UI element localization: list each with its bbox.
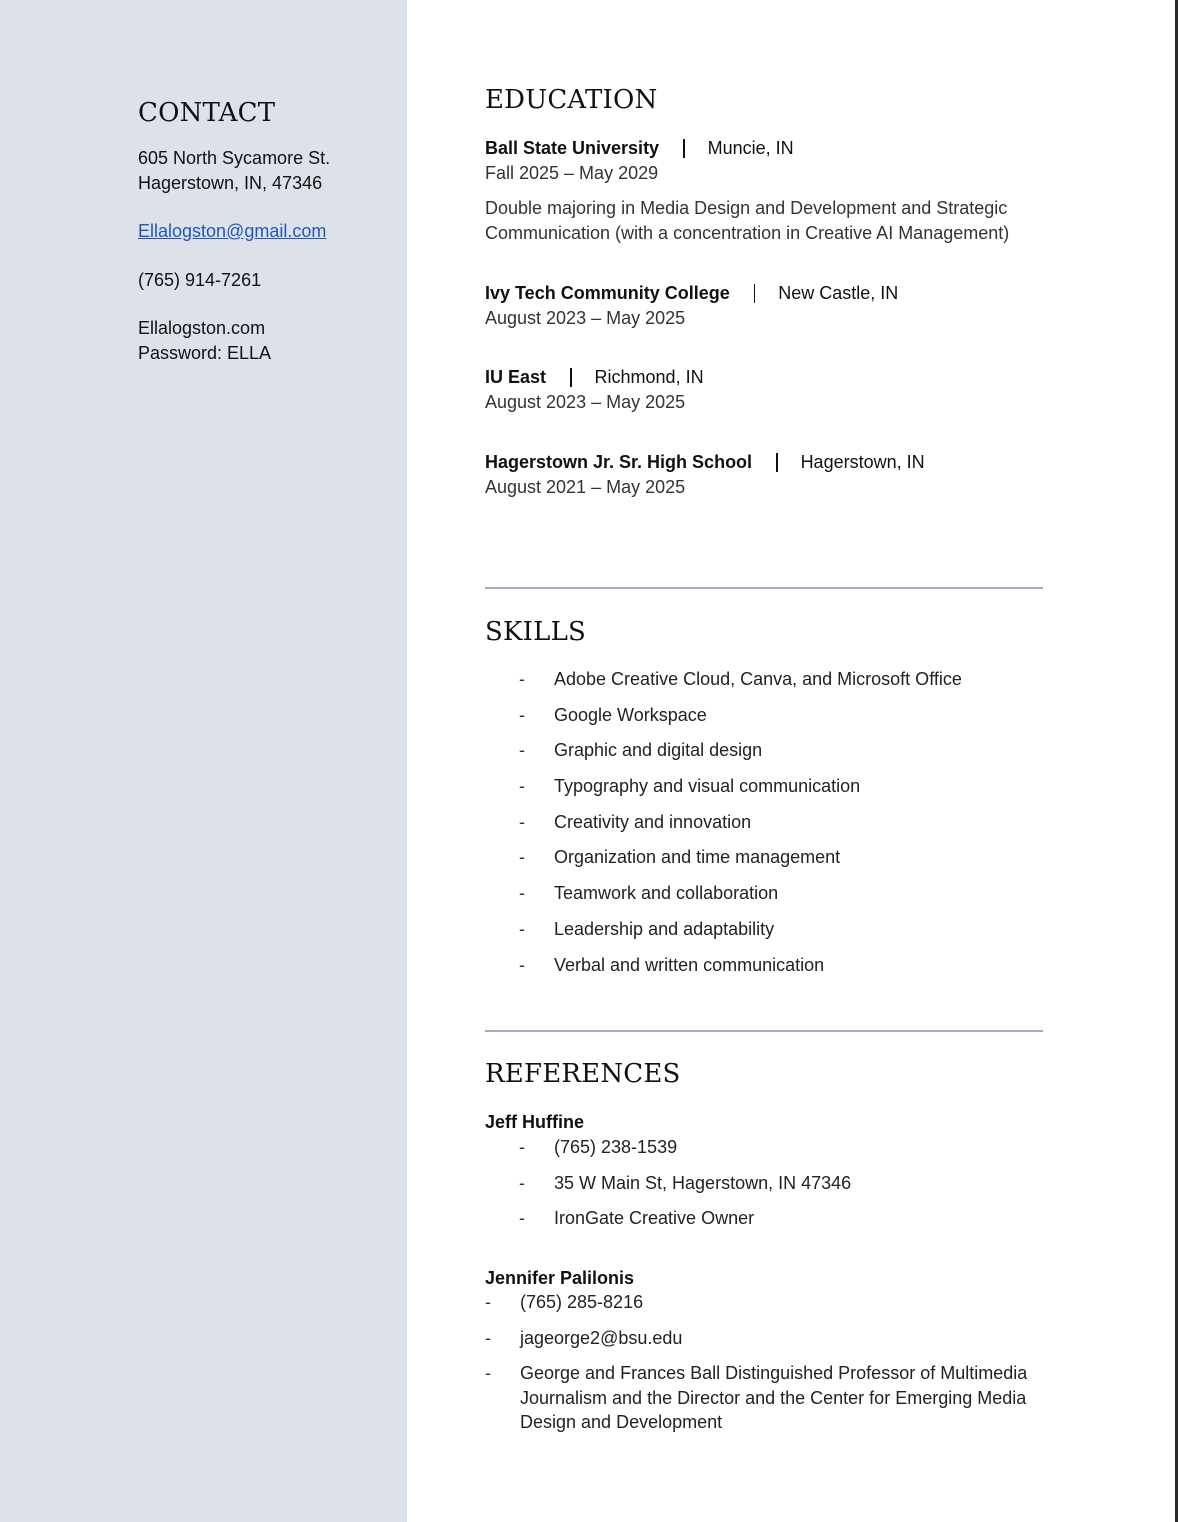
school-dates: August 2023 – May 2025 (485, 391, 686, 412)
separator (570, 368, 572, 387)
skills-heading: SKILLS (485, 617, 587, 647)
section-divider (485, 1030, 1043, 1032)
school-name: IU East (485, 367, 547, 387)
school-location: Muncie, IN (707, 138, 794, 158)
school-location: Hagerstown, IN (800, 452, 925, 472)
school-name: Ball State University (485, 138, 660, 158)
reference-name: Jennifer Palilonis (485, 1268, 635, 1288)
reference-details (485, 1290, 1045, 1441)
school-dates: Fall 2025 – May 2029 (485, 162, 659, 183)
website: Ellalogston.com (138, 318, 266, 338)
school-dates: August 2023 – May 2025 (485, 307, 686, 328)
address-line-2: Hagerstown, IN, 47346 (138, 172, 323, 193)
school-description: Double majoring in Media Design and Development and Strategic Communication (with a concentration in Creative AI Management) (485, 198, 1010, 243)
list-item: - jageorge2@bsu.edu (485, 1327, 683, 1348)
education-entry (485, 450, 925, 499)
education-entry (485, 281, 898, 330)
address-line-1: 605 North Sycamore St. (138, 148, 331, 168)
section-divider (485, 587, 1043, 589)
list-item: - George and Frances Ball Distinguished Professor of Multimedia Journalism and the Director and the Center for Emerging Media Design and Development (485, 1363, 1028, 1433)
school-name: Hagerstown Jr. Sr. High School (485, 452, 753, 472)
education-entry (485, 136, 1025, 245)
references-heading: REFERENCES (485, 1059, 681, 1089)
school-location: Richmond, IN (594, 367, 704, 387)
school-dates: August 2021 – May 2025 (485, 476, 686, 497)
email-link[interactable]: Ellalogston@gmail.com (138, 221, 327, 241)
school-name: Ivy Tech Community College (485, 283, 730, 303)
separator (683, 139, 685, 158)
separator (776, 453, 778, 472)
school-location: New Castle, IN (778, 283, 899, 303)
contact-heading: CONTACT (138, 98, 276, 128)
website-password: Password: ELLA (138, 342, 272, 363)
reference-name: Jeff Huffine (485, 1112, 584, 1132)
separator (754, 284, 756, 303)
phone-number: (765) 914-7261 (138, 269, 262, 290)
education-heading: EDUCATION (485, 85, 658, 115)
contact-section (138, 98, 388, 365)
education-entry (485, 365, 704, 414)
list-item: - (765) 285-8216 (485, 1292, 644, 1312)
